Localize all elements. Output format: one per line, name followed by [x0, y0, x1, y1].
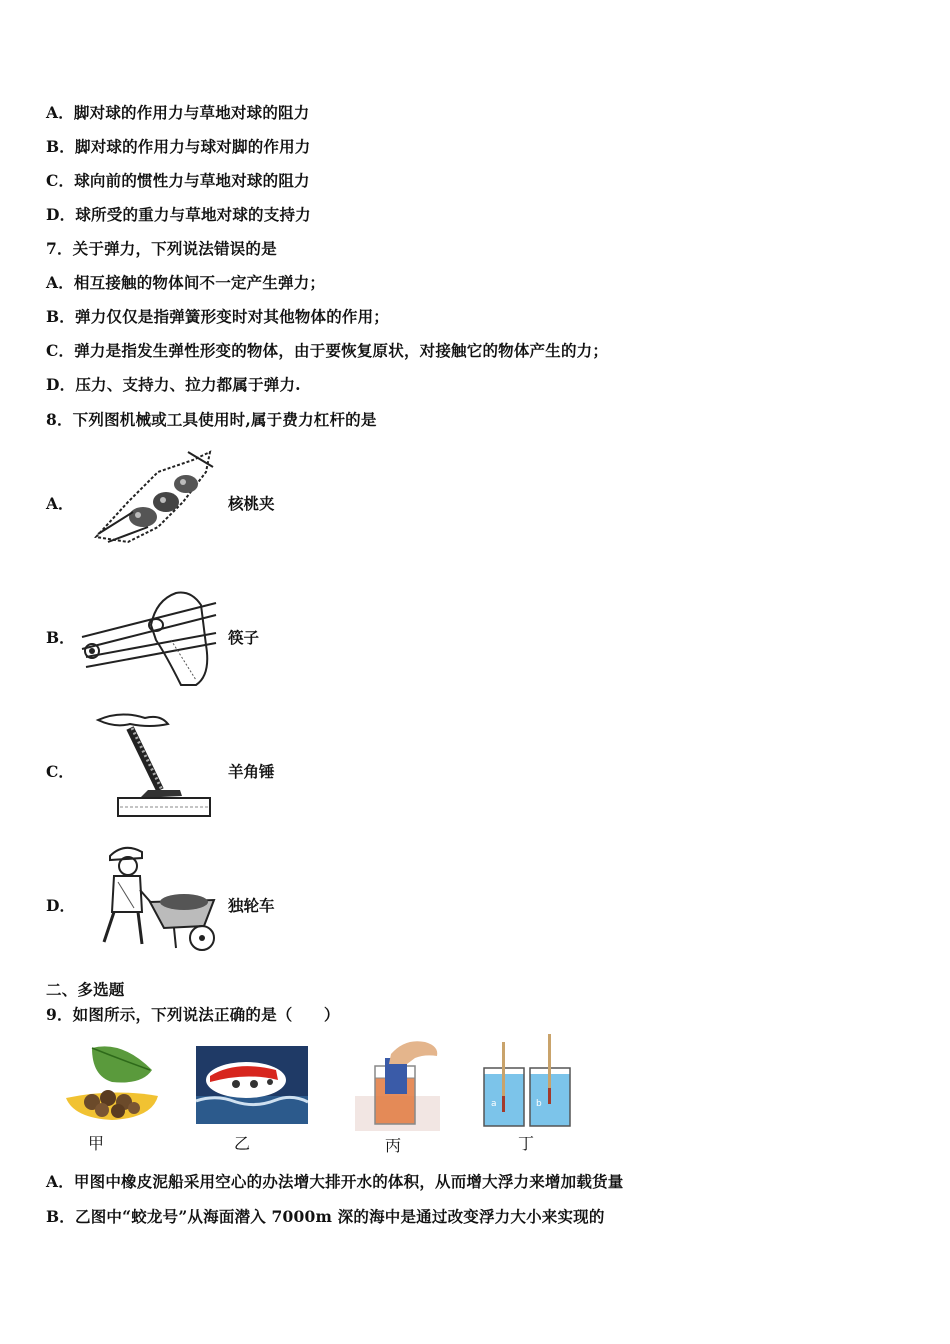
section-heading: 二、多选题 — [46, 980, 125, 999]
q8-option-d-label: D． — [46, 896, 75, 915]
beaker-label-a: a — [491, 1099, 497, 1109]
q8-option-c-text: 羊角锤 — [228, 762, 275, 781]
q8-stem: 8．下列图机械或工具使用时,属于费力杠杆的是 — [46, 410, 377, 429]
q6-option-a: A．脚对球的作用力与草地对球的阻力 — [46, 103, 310, 122]
submarine-icon — [196, 1046, 308, 1124]
q8-option-c-label: C． — [46, 762, 74, 781]
q8-option-b-label: B． — [46, 628, 75, 647]
q6-option-d: D．球所受的重力与草地对球的支持力 — [46, 205, 311, 224]
chopsticks-icon — [76, 585, 221, 690]
q9-option-a: A．甲图中橡皮泥船采用空心的办法增大排开水的体积，从而增大浮力来增加载货量 — [46, 1172, 624, 1191]
claw-hammer-icon — [90, 710, 215, 820]
q9-stem: 9．如图所示，下列说法正确的是（ ） — [46, 1005, 340, 1024]
figure-caption-jia: 甲 — [88, 1134, 105, 1153]
beaker-label-b: b — [536, 1099, 542, 1109]
q7-option-c: C．弹力是指发生弹性形变的物体，由于要恢复原状，对接触它的物体产生的力； — [46, 341, 609, 360]
beaker-hand-icon — [355, 1036, 440, 1131]
q7-option-d: D．压力、支持力、拉力都属于弹力. — [46, 375, 301, 394]
q8-option-b-text: 筷子 — [228, 628, 260, 647]
q8-option-a-label: A． — [46, 494, 74, 513]
q7-stem: 7．关于弹力，下列说法错误的是 — [46, 239, 277, 258]
q8-option-a-text: 核桃夹 — [228, 494, 275, 513]
q6-option-b: B．脚对球的作用力与球对脚的作用力 — [46, 137, 311, 156]
q7-option-a: A．相互接触的物体间不一定产生弹力； — [46, 273, 326, 292]
figure-caption-bing: 丙 — [385, 1136, 402, 1155]
wheelbarrow-icon — [84, 842, 224, 954]
figure-caption-yi: 乙 — [234, 1134, 251, 1153]
densimeter-beakers-icon — [478, 1032, 578, 1130]
figure-caption-ding: 丁 — [518, 1134, 535, 1153]
q8-option-d-text: 独轮车 — [228, 896, 275, 915]
clay-boat-icon — [62, 1040, 162, 1125]
q9-option-b: B．乙图中“蛟龙号”从海面潜入 7000m 深的海中是通过改变浮力大小来实现的 — [46, 1207, 605, 1226]
q6-option-c: C．球向前的惯性力与草地对球的阻力 — [46, 171, 310, 190]
nutcracker-icon — [88, 442, 218, 552]
q7-option-b: B．弹力仅仅是指弹簧形变时对其他物体的作用； — [46, 307, 390, 326]
